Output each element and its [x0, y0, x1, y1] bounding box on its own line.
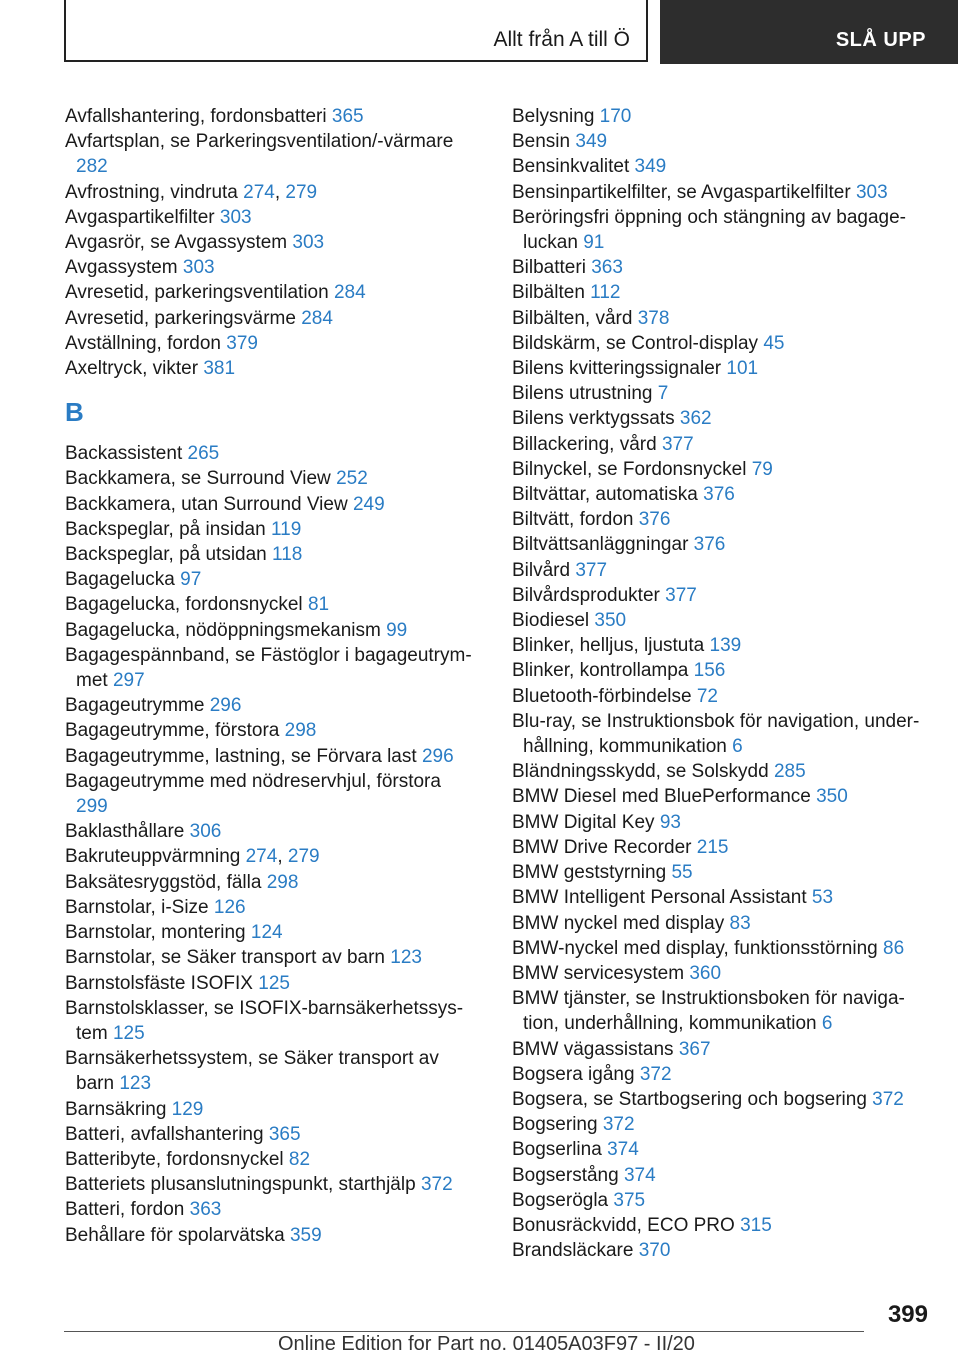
page-link[interactable]: 303 [855, 181, 888, 203]
page-link[interactable]: 349 [575, 131, 608, 153]
index-entry [65, 1197, 475, 1222]
index-entry-term: Baklasthållare [65, 821, 190, 843]
index-group-a [65, 104, 475, 381]
index-entry [65, 466, 475, 491]
index-entry [512, 633, 932, 658]
index-entry-term: Bilens verktygssats [512, 408, 680, 430]
page-link[interactable]: 274 [243, 181, 275, 203]
index-entry-term: Bagagelucka, fordonsnyckel [65, 594, 308, 616]
index-entry-term: Blinker, kontrollampa [512, 660, 694, 682]
index-entry-term: Avfartsplan, se Parkeringsventilation/-värmare [65, 131, 454, 153]
page-link[interactable]: 360 [689, 962, 722, 984]
index-entry-term: Backspeglar, på insidan [65, 518, 271, 540]
page-link[interactable]: 252 [336, 468, 368, 490]
page-link[interactable]: 6 [821, 1013, 833, 1035]
page-link[interactable]: 372 [602, 1114, 635, 1136]
index-entry-term: BMW vägassistans [512, 1038, 679, 1060]
index-entry-term: Brandsläckare [512, 1240, 639, 1262]
page-link[interactable]: 79 [751, 458, 773, 480]
index-entry-term: Backkamera, se Surround View [65, 468, 337, 490]
index-entry-term: Backkamera, utan Surround View [65, 493, 353, 515]
page-link[interactable]: 125 [112, 1022, 145, 1044]
page-link[interactable]: 367 [678, 1038, 711, 1060]
page-link[interactable]: 306 [189, 821, 222, 843]
page-link[interactable]: 370 [638, 1240, 671, 1262]
index-entry-term: Bildskärm, se Control-display [512, 332, 764, 354]
index-entry-term: Backspeglar, på utsidan [65, 544, 273, 566]
index-entry [65, 567, 475, 592]
index-entry [512, 1238, 932, 1263]
page-link[interactable]: 119 [270, 518, 302, 540]
index-entry [512, 356, 932, 381]
index-entry-term: Batteriets plusanslutningspunkt, starthjälp [65, 1174, 421, 1196]
index-entry [512, 986, 932, 1036]
index-entry-term: Avgaspartikelfilter [65, 206, 220, 228]
page-link[interactable]: 350 [594, 610, 627, 632]
index-entry-term: Batteribyte, fordonsnyckel [65, 1148, 289, 1170]
index-entry [65, 971, 475, 996]
index-group-right [512, 104, 932, 1263]
index-entry [512, 1112, 932, 1137]
footer-edition: Online Edition for Part no. 01405A03F97 - II/20 [278, 1333, 695, 1355]
index-entry [65, 895, 475, 920]
page-link[interactable]: 97 [180, 569, 202, 591]
index-entry [65, 1223, 475, 1248]
index-entry [65, 643, 475, 693]
page-link[interactable]: 126 [213, 896, 246, 918]
index-entry-term: Barnstolsfäste ISOFIX [65, 972, 259, 994]
page-link[interactable]: 123 [390, 947, 422, 969]
page-link[interactable]: 170 [599, 106, 632, 127]
index-entry-term: Barnsäkerhetssystem, se Säker transport av barn [65, 1048, 439, 1095]
index-entry-term: Bogsering [512, 1114, 603, 1136]
page-link[interactable]: 265 [187, 443, 220, 465]
index-entry-term: BMW nyckel med display [512, 912, 730, 934]
index-entry-term: BMW Digital Key [512, 811, 660, 833]
index-entry [512, 507, 932, 532]
index-entry-term: Bagagelucka [65, 569, 181, 591]
page-link[interactable]: 215 [696, 836, 729, 858]
page-link[interactable]: 315 [740, 1214, 772, 1236]
index-entry [65, 356, 475, 381]
index-entry [512, 961, 932, 986]
page-link[interactable]: 359 [289, 1224, 322, 1246]
index-entry-term: Bilens utrustning [512, 383, 658, 405]
page-link[interactable]: 72 [696, 685, 718, 707]
index-entry [65, 744, 475, 769]
index-entry [512, 784, 932, 809]
page-link[interactable]: 379 [226, 332, 258, 354]
index-entry [512, 381, 932, 406]
page-link[interactable]: 91 [583, 232, 605, 254]
page-link[interactable]: 363 [591, 257, 623, 279]
index-entry-term: Avresetid, parkeringsventilation [65, 282, 334, 304]
index-entry [65, 1046, 475, 1096]
index-entry [65, 230, 475, 255]
page-link[interactable]: 81 [307, 594, 330, 616]
index-entry-term: Backassistent [65, 443, 188, 465]
index-entry-term: BMW Intelligent Personal Assistant [512, 887, 812, 909]
index-entry-term: Bagagespännband, se Fästöglor i bagageutrymmet [65, 644, 472, 692]
page-link[interactable]: 99 [386, 619, 408, 641]
index-entry-term: Belysning [512, 106, 600, 127]
index-entry: Bakruteuppvärmning 274, 279 [65, 846, 320, 868]
index-entry-term: Blinker, helljus, ljustuta [512, 635, 710, 657]
index-entry [512, 406, 932, 431]
page-link[interactable]: 125 [258, 972, 290, 994]
index-entry-term: Bilvårdsprodukter [512, 584, 666, 606]
index-entry-term: Billackering, vård [512, 433, 662, 455]
index-entry-term: BMW servicesystem [512, 962, 690, 984]
section-letter: B [65, 397, 84, 428]
page-link[interactable]: 86 [883, 937, 905, 959]
index-entry-term: Avställning, fordon [65, 332, 227, 354]
page-link[interactable]: 378 [637, 307, 670, 329]
index-entry [65, 1172, 475, 1197]
page-link[interactable]: 372 [420, 1174, 453, 1196]
index-entry-term: Behållare för spolarvätska [65, 1224, 290, 1246]
index-entry-term: Biltvättar, automatiska [512, 484, 704, 506]
index-entry [65, 945, 475, 970]
page-link[interactable]: 363 [189, 1199, 222, 1221]
index-entry [65, 1097, 475, 1122]
index-entry-term: Barnstolar, montering [65, 922, 251, 944]
index-entry [512, 457, 932, 482]
index-entry-term: Avgassystem [65, 257, 183, 279]
index-entry-term: Avresetid, parkeringsvärme [65, 307, 302, 329]
index-entry-term: Bagageutrymme, förstora [65, 720, 285, 742]
index-entry [512, 911, 932, 936]
page-link[interactable]: 299 [76, 796, 108, 818]
index-entry-term: Blu-ray, se Instruktionsbok för navigation, underhållning, kommunikation [512, 710, 920, 758]
index-entry-term: Bensinkvalitet [512, 156, 635, 178]
index-entry-term: BMW tjänster, se Instruktionsboken för navigation, underhållning, kommunikation [512, 988, 905, 1035]
index-entry [512, 1087, 932, 1112]
index-entry [65, 920, 475, 945]
lookup-button[interactable] [660, 0, 958, 64]
index-entry-term: Baksätesryggstöd, fälla [65, 871, 267, 893]
index-entry-term: Bogsera igång [512, 1063, 640, 1085]
page-link[interactable]: 365 [331, 106, 364, 127]
index-entry [512, 684, 932, 709]
index-column-right [512, 104, 932, 1263]
index-group-b [65, 441, 475, 1248]
page-number: 399 [887, 1301, 928, 1328]
page-link[interactable]: 279 [285, 181, 318, 203]
index-entry-term: Bogsera, se Startbogsering och bogsering [512, 1088, 873, 1110]
index-entry [512, 306, 932, 331]
index-entry [65, 870, 475, 895]
index-entry [65, 618, 475, 643]
page-link[interactable]: 282 [76, 156, 108, 178]
page-link[interactable]: 118 [272, 544, 303, 566]
index-entry-term: Barnstolar, i-Size [65, 896, 214, 918]
page-link[interactable]: 274 [245, 846, 278, 868]
index-entry [65, 205, 475, 230]
page-link[interactable]: 112 [590, 282, 621, 304]
page-link[interactable]: 350 [816, 786, 848, 808]
index-entry [512, 255, 932, 280]
index-entry-term: Bluetooth-förbindelse [512, 685, 697, 707]
page-link[interactable]: 45 [763, 332, 785, 354]
page-link[interactable]: 349 [634, 156, 667, 178]
index-entry [512, 331, 932, 356]
index-entry-term: Bagageutrymme [65, 695, 210, 717]
index-entry [512, 608, 932, 633]
page-link[interactable]: 249 [352, 493, 385, 515]
index-entry [512, 180, 932, 205]
index-entry-term: Bilbälten [512, 282, 591, 304]
page-link[interactable]: 372 [872, 1088, 904, 1110]
index-entry [65, 306, 475, 331]
index-entry [512, 709, 932, 759]
index-entry [65, 819, 475, 844]
page-link[interactable]: 376 [703, 484, 735, 506]
index-entry-term: BMW-nyckel med display, funktionsstörning [512, 937, 884, 959]
index-entry-term: Avgasrör, se Avgassystem [65, 232, 293, 254]
page-link[interactable]: 123 [119, 1073, 152, 1095]
index-entry [65, 996, 475, 1046]
index-entry-term: Axeltryck, vikter [65, 358, 204, 380]
index-entry-term: Barnstolar, se Säker transport av barn [65, 947, 391, 969]
page-link[interactable]: 284 [333, 282, 366, 304]
page-link[interactable]: 375 [613, 1189, 646, 1211]
index-entry-term: Bensinpartikelfilter, se Avgaspartikelfilter [512, 181, 856, 203]
index-entry [512, 936, 932, 961]
page-link[interactable]: 377 [665, 584, 697, 606]
header [64, 0, 958, 64]
index-entry [65, 592, 475, 617]
page-link[interactable]: 376 [693, 534, 726, 556]
index-entry-term: Biltvättsanläggningar [512, 534, 694, 556]
index-entry [512, 658, 932, 683]
page-link[interactable]: 381 [203, 358, 236, 380]
index-entry-term: Batteri, avfallshantering [65, 1123, 269, 1145]
page-link[interactable]: 129 [171, 1098, 204, 1120]
page-link[interactable]: 82 [288, 1148, 311, 1170]
index-entry [512, 1062, 932, 1087]
lookup-button-label: SLÅ UPP [835, 29, 926, 51]
index-entry-term: Bilbälten, vård [512, 307, 638, 329]
index-entry-term: Bogserstång [512, 1164, 624, 1186]
index-entry [512, 482, 932, 507]
page-link[interactable]: 83 [729, 912, 751, 934]
index-entry [65, 331, 475, 356]
index-entry [65, 129, 475, 179]
page-link[interactable]: 365 [268, 1123, 301, 1145]
index-entry [512, 835, 932, 860]
page-link[interactable]: 285 [773, 761, 806, 783]
page-link[interactable]: 303 [219, 206, 252, 228]
page-link[interactable]: 139 [709, 635, 742, 657]
index-entry [65, 492, 475, 517]
page-link[interactable]: 53 [811, 887, 834, 909]
page-link[interactable]: 376 [638, 509, 671, 531]
index-entry [512, 104, 932, 129]
index-entry-term: Biodiesel [512, 610, 595, 632]
index-entry [65, 718, 475, 743]
index-entry [512, 810, 932, 835]
index-entry-term: BMW Drive Recorder [512, 836, 697, 858]
page-link[interactable]: 296 [421, 745, 454, 767]
page-link[interactable]: 298 [284, 720, 317, 742]
index-entry-term: Bilvård [512, 559, 576, 581]
page-link[interactable]: 374 [607, 1139, 639, 1161]
index-entry [512, 154, 932, 179]
page-link[interactable]: 296 [209, 695, 242, 717]
page-link[interactable]: 55 [671, 862, 693, 884]
index-entry-term: BMW geststyrning [512, 862, 672, 884]
index-entry-term: Barnsäkring [65, 1098, 172, 1120]
page-link[interactable]: 6 [732, 736, 743, 758]
page-link[interactable]: 156 [693, 660, 726, 682]
index-entry [512, 558, 932, 583]
index-entry [65, 1147, 475, 1172]
index-entry-term: Bilnyckel, se Fordonsnyckel [512, 458, 752, 480]
index-entry [512, 1163, 932, 1188]
page-link[interactable]: 377 [661, 433, 694, 455]
page-link[interactable]: 297 [112, 670, 145, 692]
page-link[interactable]: 303 [182, 257, 215, 279]
index-entry [512, 1188, 932, 1213]
index-entry [512, 432, 932, 457]
page-link[interactable]: 377 [575, 559, 608, 581]
page-link[interactable]: 124 [250, 922, 283, 944]
index-entry [65, 1122, 475, 1147]
index-entry [512, 1213, 932, 1238]
index-column-left [65, 104, 475, 1248]
index-entry-term: Bländningsskydd, se Solskydd [512, 761, 774, 783]
index-entry-term: Barnstolsklasser, se ISOFIX-barnsäkerhetssystem [65, 997, 464, 1044]
index-entry [65, 769, 475, 819]
page-link[interactable]: 374 [623, 1164, 656, 1186]
index-entry-term: Avfrostning, vindruta [65, 181, 244, 203]
index-entry [512, 1137, 932, 1162]
index-entry [512, 129, 932, 154]
index-entry-term: Bogserlina [512, 1139, 608, 1161]
index-entry [65, 517, 475, 542]
index-entry [512, 1037, 932, 1062]
index-entry [65, 542, 475, 567]
index-entry [65, 104, 475, 129]
page-link[interactable]: 298 [266, 871, 299, 893]
index-entry [65, 255, 475, 280]
index-entry-term: BMW Diesel med BluePerformance [512, 786, 817, 808]
index-entry [65, 441, 475, 466]
index-entry [512, 860, 932, 885]
index-entry-term: Bensin [512, 131, 576, 153]
page-link[interactable]: 362 [679, 408, 712, 430]
index-entry [65, 280, 475, 305]
page-link[interactable]: 93 [659, 811, 681, 833]
index-entry [512, 759, 932, 784]
index-entry [512, 583, 932, 608]
index-entry-term: Bilens kvitteringssignaler [512, 358, 727, 380]
index-entry-term: Bilbatteri [512, 257, 592, 279]
index-entry-term: Bagageutrymme med nödreservhjul, förstora [65, 770, 441, 792]
index-entry: Avfrostning, vindruta 274, 279 [65, 181, 318, 203]
index-entry [512, 532, 932, 557]
index-entry [65, 693, 475, 718]
index-entry [512, 280, 932, 305]
index-entry-term: Bonusräckvidd, ECO PRO [512, 1214, 741, 1236]
index-entry-term: Bakruteuppvärmning [65, 846, 246, 868]
page-link[interactable]: 284 [301, 307, 333, 329]
index-entry [512, 885, 932, 910]
index-entry-term: Avfallshantering, fordonsbatteri [65, 106, 332, 127]
index-tab[interactable] [64, 0, 648, 62]
footer-divider [64, 1331, 864, 1332]
index-entry-term: Bagageutrymme, lastning, se Förvara last [65, 745, 422, 767]
page-link[interactable]: 7 [657, 383, 669, 405]
index-tab-label: Allt från A till Ö [493, 28, 630, 51]
index-entry-term: Biltvätt, fordon [512, 509, 639, 531]
index-entry-term: Bagagelucka, nödöppningsmekanism [65, 619, 387, 641]
index-entry [512, 205, 932, 255]
page-link[interactable]: 372 [639, 1063, 672, 1085]
page-link[interactable]: 279 [287, 846, 320, 868]
page-link[interactable]: 101 [726, 358, 759, 380]
index-entry-term: Bogserögla [512, 1189, 614, 1211]
index-entry-term: Beröringsfri öppning och stängning av bagageluckan [512, 206, 906, 254]
page-link[interactable]: 303 [292, 232, 325, 254]
index-entry-term: Batteri, fordon [65, 1199, 190, 1221]
